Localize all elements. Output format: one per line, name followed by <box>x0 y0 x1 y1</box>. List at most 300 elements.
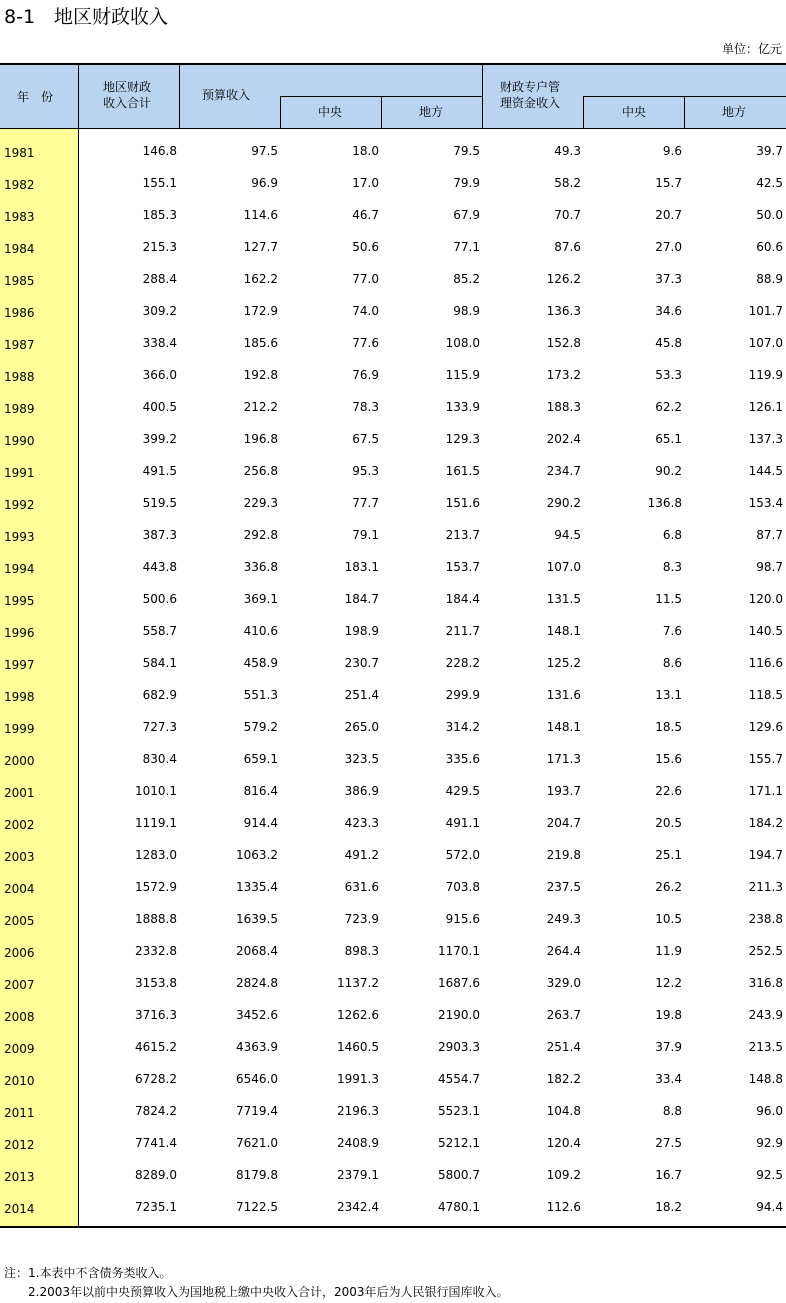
table-row <box>0 134 786 166</box>
year-cell: 1995 <box>4 594 35 608</box>
table-row <box>0 198 786 230</box>
budget-cell: 7122.5 <box>236 1200 278 1214</box>
special-cell: 202.4 <box>546 432 581 446</box>
total-cell: 2332.8 <box>135 944 177 958</box>
budget-central-cell: 79.1 <box>352 528 379 542</box>
total-cell: 185.3 <box>142 208 177 222</box>
special-central-cell: 18.2 <box>655 1200 682 1214</box>
special-cell: 70.7 <box>554 208 581 222</box>
total-cell: 830.4 <box>142 752 177 766</box>
budget-central-cell: 77.0 <box>352 272 379 286</box>
budget-cell: 1639.5 <box>236 912 278 926</box>
special-cell: 329.0 <box>546 976 581 990</box>
special-local-cell: 101.7 <box>748 304 783 318</box>
special-central-cell: 8.8 <box>662 1104 682 1118</box>
table-row <box>0 262 786 294</box>
budget-central-cell: 2408.9 <box>337 1136 379 1150</box>
special-local-cell: 148.8 <box>748 1072 783 1086</box>
special-central-cell: 20.5 <box>655 816 682 830</box>
budget-cell: 659.1 <box>243 752 278 766</box>
budget-local-cell: 915.6 <box>445 912 480 926</box>
budget-local-cell: 491.1 <box>445 816 480 830</box>
budget-cell: 4363.9 <box>236 1040 278 1054</box>
special-central-cell: 18.5 <box>655 720 682 734</box>
budget-cell: 162.2 <box>243 272 278 286</box>
budget-cell: 551.3 <box>243 688 278 702</box>
table-row <box>0 518 786 550</box>
total-cell: 1119.1 <box>135 816 177 830</box>
notes <box>4 1264 509 1302</box>
budget-cell: 114.6 <box>243 208 278 222</box>
year-cell: 1997 <box>4 658 35 672</box>
year-cell: 1987 <box>4 338 35 352</box>
page-title: 8-1 地区财政收入 <box>4 6 169 28</box>
total-cell: 1888.8 <box>135 912 177 926</box>
special-local-cell: 96.0 <box>756 1104 783 1118</box>
total-cell: 7235.1 <box>135 1200 177 1214</box>
table-body <box>0 134 786 1222</box>
budget-central-cell: 898.3 <box>344 944 379 958</box>
special-cell: 171.3 <box>546 752 581 766</box>
special-central-cell: 15.6 <box>655 752 682 766</box>
budget-local-cell: 335.6 <box>445 752 480 766</box>
budget-central-cell: 1991.3 <box>337 1072 379 1086</box>
budget-cell: 212.2 <box>243 400 278 414</box>
budget-local-cell: 77.1 <box>453 240 480 254</box>
total-cell: 519.5 <box>142 496 177 510</box>
note-line: 2.2003年以前中央预算收入为国地税上缴中央收入合计，2003年后为人民银行国库收入。 <box>4 1285 509 1299</box>
budget-local-cell: 115.9 <box>445 368 480 382</box>
header-bottom-rule <box>0 128 786 129</box>
special-local-cell: 119.9 <box>748 368 783 382</box>
special-local-cell: 316.8 <box>748 976 783 990</box>
special-local-cell: 42.5 <box>756 176 783 190</box>
budget-cell: 2068.4 <box>236 944 278 958</box>
budget-local-cell: 2903.3 <box>438 1040 480 1054</box>
table-row <box>0 294 786 326</box>
special-cell: 182.2 <box>546 1072 581 1086</box>
budget-cell: 914.4 <box>243 816 278 830</box>
special-central-cell: 8.6 <box>662 656 682 670</box>
table-row <box>0 678 786 710</box>
special-local-cell: 120.0 <box>748 592 783 606</box>
budget-local-cell: 2190.0 <box>438 1008 480 1022</box>
total-cell: 3716.3 <box>135 1008 177 1022</box>
special-central-cell: 37.9 <box>655 1040 682 1054</box>
budget-central-cell: 2379.1 <box>337 1168 379 1182</box>
year-cell: 1983 <box>4 210 35 224</box>
budget-central-cell: 2196.3 <box>337 1104 379 1118</box>
budget-cell: 7719.4 <box>236 1104 278 1118</box>
special-cell: 173.2 <box>546 368 581 382</box>
special-local-cell: 137.3 <box>748 432 783 446</box>
budget-central-cell: 1262.6 <box>337 1008 379 1022</box>
budget-central-cell: 77.7 <box>352 496 379 510</box>
total-cell: 1010.1 <box>135 784 177 798</box>
total-cell: 727.3 <box>142 720 177 734</box>
header-divider <box>583 96 584 129</box>
budget-cell: 97.5 <box>251 144 278 158</box>
budget-local-cell: 133.9 <box>445 400 480 414</box>
special-local-cell: 92.9 <box>756 1136 783 1150</box>
special-local-cell: 126.1 <box>748 400 783 414</box>
budget-local-cell: 314.2 <box>445 720 480 734</box>
year-cell: 2000 <box>4 754 35 768</box>
year-cell: 2010 <box>4 1074 35 1088</box>
budget-cell: 336.8 <box>243 560 278 574</box>
budget-central-cell: 95.3 <box>352 464 379 478</box>
special-cell: 109.2 <box>546 1168 581 1182</box>
special-cell: 249.3 <box>546 912 581 926</box>
header-divider <box>280 96 281 129</box>
special-local-cell: 39.7 <box>756 144 783 158</box>
table-row <box>0 486 786 518</box>
special-local-cell: 194.7 <box>748 848 783 862</box>
budget-cell: 127.7 <box>243 240 278 254</box>
year-cell: 2012 <box>4 1138 35 1152</box>
table-row <box>0 1190 786 1222</box>
year-cell: 1996 <box>4 626 35 640</box>
special-local-cell: 171.1 <box>748 784 783 798</box>
budget-local-cell: 429.5 <box>445 784 480 798</box>
special-local-cell: 211.3 <box>748 880 783 894</box>
year-cell: 1999 <box>4 722 35 736</box>
year-cell: 1993 <box>4 530 35 544</box>
table-row <box>0 390 786 422</box>
special-cell: 126.2 <box>546 272 581 286</box>
year-cell: 2001 <box>4 786 35 800</box>
header-special-central: 中央 <box>622 105 647 119</box>
year-cell: 1986 <box>4 306 35 320</box>
special-local-cell: 129.6 <box>748 720 783 734</box>
budget-central-cell: 491.2 <box>344 848 379 862</box>
special-local-cell: 92.5 <box>756 1168 783 1182</box>
special-cell: 148.1 <box>546 624 581 638</box>
budget-central-cell: 723.9 <box>344 912 379 926</box>
table-row <box>0 454 786 486</box>
budget-local-cell: 108.0 <box>445 336 480 350</box>
budget-local-cell: 703.8 <box>445 880 480 894</box>
header-year: 年 份 <box>17 90 54 104</box>
special-cell: 188.3 <box>546 400 581 414</box>
special-central-cell: 25.1 <box>655 848 682 862</box>
table-row <box>0 1126 786 1158</box>
special-central-cell: 11.5 <box>655 592 682 606</box>
header-special-line1: 财政专户管 <box>500 80 561 94</box>
year-cell: 1982 <box>4 178 35 192</box>
header-budget-local: 地方 <box>419 105 444 119</box>
special-central-cell: 27.5 <box>655 1136 682 1150</box>
special-local-cell: 252.5 <box>748 944 783 958</box>
table-row <box>0 902 786 934</box>
budget-central-cell: 76.9 <box>352 368 379 382</box>
budget-central-cell: 2342.4 <box>337 1200 379 1214</box>
budget-cell: 6546.0 <box>236 1072 278 1086</box>
special-central-cell: 62.2 <box>655 400 682 414</box>
budget-cell: 3452.6 <box>236 1008 278 1022</box>
header-budget-central: 中央 <box>318 105 343 119</box>
table-row <box>0 614 786 646</box>
table-row <box>0 550 786 582</box>
unit-label: 单位：亿元 <box>721 42 782 56</box>
total-cell: 1572.9 <box>135 880 177 894</box>
budget-cell: 8179.8 <box>236 1168 278 1182</box>
budget-cell: 96.9 <box>251 176 278 190</box>
total-cell: 443.8 <box>142 560 177 574</box>
special-central-cell: 19.8 <box>655 1008 682 1022</box>
table-row <box>0 710 786 742</box>
special-central-cell: 34.6 <box>655 304 682 318</box>
budget-cell: 185.6 <box>243 336 278 350</box>
special-local-cell: 60.6 <box>756 240 783 254</box>
special-local-cell: 116.6 <box>748 656 783 670</box>
budget-cell: 410.6 <box>243 624 278 638</box>
special-cell: 219.8 <box>546 848 581 862</box>
budget-local-cell: 572.0 <box>445 848 480 862</box>
year-cell: 2011 <box>4 1106 35 1120</box>
year-cell: 2005 <box>4 914 35 928</box>
table-row <box>0 806 786 838</box>
budget-central-cell: 323.5 <box>344 752 379 766</box>
special-cell: 237.5 <box>546 880 581 894</box>
budget-central-cell: 251.4 <box>344 688 379 702</box>
special-cell: 49.3 <box>554 144 581 158</box>
year-cell: 2002 <box>4 818 35 832</box>
special-central-cell: 7.6 <box>662 624 682 638</box>
budget-local-cell: 79.5 <box>453 144 480 158</box>
total-cell: 288.4 <box>142 272 177 286</box>
special-cell: 58.2 <box>554 176 581 190</box>
budget-central-cell: 50.6 <box>352 240 379 254</box>
budget-local-cell: 228.2 <box>445 656 480 670</box>
special-central-cell: 37.3 <box>655 272 682 286</box>
budget-local-cell: 1687.6 <box>438 976 480 990</box>
total-cell: 309.2 <box>142 304 177 318</box>
budget-cell: 7621.0 <box>236 1136 278 1150</box>
header-divider <box>482 64 483 129</box>
total-cell: 500.6 <box>142 592 177 606</box>
table-row <box>0 166 786 198</box>
budget-central-cell: 67.5 <box>352 432 379 446</box>
header-total-line1: 地区财政 <box>103 80 152 94</box>
special-local-cell: 94.4 <box>756 1200 783 1214</box>
special-cell: 136.3 <box>546 304 581 318</box>
budget-cell: 2824.8 <box>236 976 278 990</box>
total-cell: 399.2 <box>142 432 177 446</box>
special-cell: 104.8 <box>546 1104 581 1118</box>
budget-local-cell: 153.7 <box>445 560 480 574</box>
special-local-cell: 153.4 <box>748 496 783 510</box>
budget-central-cell: 17.0 <box>352 176 379 190</box>
special-cell: 193.7 <box>546 784 581 798</box>
budget-cell: 172.9 <box>243 304 278 318</box>
budget-cell: 369.1 <box>243 592 278 606</box>
budget-local-cell: 184.4 <box>445 592 480 606</box>
special-local-cell: 118.5 <box>748 688 783 702</box>
budget-central-cell: 77.6 <box>352 336 379 350</box>
budget-local-cell: 161.5 <box>445 464 480 478</box>
special-local-cell: 144.5 <box>748 464 783 478</box>
special-local-cell: 87.7 <box>756 528 783 542</box>
budget-central-cell: 74.0 <box>352 304 379 318</box>
special-central-cell: 13.1 <box>655 688 682 702</box>
budget-cell: 458.9 <box>243 656 278 670</box>
header-special-local: 地方 <box>722 105 747 119</box>
year-cell: 1991 <box>4 466 35 480</box>
budget-local-cell: 129.3 <box>445 432 480 446</box>
budget-local-cell: 299.9 <box>445 688 480 702</box>
header-total-line2: 收入合计 <box>103 96 152 110</box>
special-central-cell: 10.5 <box>655 912 682 926</box>
budget-central-cell: 18.0 <box>352 144 379 158</box>
budget-central-cell: 1460.5 <box>337 1040 379 1054</box>
table-row <box>0 1030 786 1062</box>
total-cell: 155.1 <box>142 176 177 190</box>
total-cell: 4615.2 <box>135 1040 177 1054</box>
total-cell: 387.3 <box>142 528 177 542</box>
special-cell: 112.6 <box>546 1200 581 1214</box>
budget-local-cell: 79.9 <box>453 176 480 190</box>
table-row <box>0 326 786 358</box>
special-cell: 87.6 <box>554 240 581 254</box>
special-cell: 251.4 <box>546 1040 581 1054</box>
budget-local-cell: 213.7 <box>445 528 480 542</box>
special-central-cell: 65.1 <box>655 432 682 446</box>
header-budget: 预算收入 <box>202 88 251 102</box>
special-cell: 148.1 <box>546 720 581 734</box>
special-central-cell: 26.2 <box>655 880 682 894</box>
budget-local-cell: 5523.1 <box>438 1104 480 1118</box>
table-row <box>0 1062 786 1094</box>
year-cell: 1992 <box>4 498 35 512</box>
budget-local-cell: 4780.1 <box>438 1200 480 1214</box>
table-row <box>0 1158 786 1190</box>
budget-local-cell: 98.9 <box>453 304 480 318</box>
table-row <box>0 998 786 1030</box>
year-cell: 2004 <box>4 882 35 896</box>
budget-cell: 196.8 <box>243 432 278 446</box>
special-cell: 131.5 <box>546 592 581 606</box>
special-central-cell: 9.6 <box>662 144 682 158</box>
budget-cell: 192.8 <box>243 368 278 382</box>
budget-local-cell: 5212.1 <box>438 1136 480 1150</box>
header-divider <box>381 96 382 129</box>
special-cell: 131.6 <box>546 688 581 702</box>
special-central-cell: 8.3 <box>662 560 682 574</box>
special-central-cell: 27.0 <box>655 240 682 254</box>
total-cell: 1283.0 <box>135 848 177 862</box>
header-divider <box>684 96 685 129</box>
budget-central-cell: 423.3 <box>344 816 379 830</box>
table-row <box>0 870 786 902</box>
special-local-cell: 98.7 <box>756 560 783 574</box>
budget-local-cell: 211.7 <box>445 624 480 638</box>
year-cell: 1985 <box>4 274 35 288</box>
budget-central-cell: 198.9 <box>344 624 379 638</box>
budget-central-cell: 46.7 <box>352 208 379 222</box>
total-cell: 682.9 <box>142 688 177 702</box>
special-cell: 204.7 <box>546 816 581 830</box>
year-cell: 2006 <box>4 946 35 960</box>
table-row <box>0 774 786 806</box>
table-row <box>0 838 786 870</box>
special-central-cell: 16.7 <box>655 1168 682 1182</box>
total-cell: 146.8 <box>142 144 177 158</box>
special-local-cell: 107.0 <box>748 336 783 350</box>
budget-local-cell: 5800.7 <box>438 1168 480 1182</box>
special-central-cell: 136.8 <box>647 496 682 510</box>
table-row <box>0 358 786 390</box>
table-row <box>0 646 786 678</box>
budget-central-cell: 631.6 <box>344 880 379 894</box>
special-central-cell: 90.2 <box>655 464 682 478</box>
budget-local-cell: 85.2 <box>453 272 480 286</box>
total-cell: 558.7 <box>142 624 177 638</box>
budget-central-cell: 386.9 <box>344 784 379 798</box>
year-cell: 1990 <box>4 434 35 448</box>
budget-cell: 229.3 <box>243 496 278 510</box>
table-bottom-rule <box>0 1226 786 1228</box>
table-row <box>0 422 786 454</box>
year-cell: 2003 <box>4 850 35 864</box>
header-divider <box>179 64 180 129</box>
year-cell: 1994 <box>4 562 35 576</box>
total-cell: 215.3 <box>142 240 177 254</box>
year-cell: 1989 <box>4 402 35 416</box>
special-central-cell: 53.3 <box>655 368 682 382</box>
special-central-cell: 12.2 <box>655 976 682 990</box>
table-row <box>0 934 786 966</box>
table-row <box>0 230 786 262</box>
year-cell: 1984 <box>4 242 35 256</box>
year-cell: 1998 <box>4 690 35 704</box>
special-cell: 152.8 <box>546 336 581 350</box>
table-row <box>0 742 786 774</box>
special-cell: 290.2 <box>546 496 581 510</box>
special-central-cell: 45.8 <box>655 336 682 350</box>
total-cell: 7824.2 <box>135 1104 177 1118</box>
budget-cell: 256.8 <box>243 464 278 478</box>
year-cell: 1981 <box>4 146 35 160</box>
total-cell: 6728.2 <box>135 1072 177 1086</box>
special-cell: 94.5 <box>554 528 581 542</box>
special-local-cell: 88.9 <box>756 272 783 286</box>
special-central-cell: 11.9 <box>655 944 682 958</box>
year-cell: 2013 <box>4 1170 35 1184</box>
budget-local-cell: 151.6 <box>445 496 480 510</box>
budget-central-cell: 78.3 <box>352 400 379 414</box>
budget-central-cell: 184.7 <box>344 592 379 606</box>
total-cell: 3153.8 <box>135 976 177 990</box>
budget-cell: 1063.2 <box>236 848 278 862</box>
special-local-cell: 155.7 <box>748 752 783 766</box>
special-local-cell: 140.5 <box>748 624 783 638</box>
budget-central-cell: 183.1 <box>344 560 379 574</box>
special-cell: 234.7 <box>546 464 581 478</box>
total-cell: 338.4 <box>142 336 177 350</box>
table-row <box>0 966 786 998</box>
budget-cell: 579.2 <box>243 720 278 734</box>
year-cell: 2009 <box>4 1042 35 1056</box>
special-cell: 107.0 <box>546 560 581 574</box>
special-central-cell: 33.4 <box>655 1072 682 1086</box>
budget-local-cell: 67.9 <box>453 208 480 222</box>
special-cell: 263.7 <box>546 1008 581 1022</box>
budget-central-cell: 265.0 <box>344 720 379 734</box>
special-central-cell: 20.7 <box>655 208 682 222</box>
special-local-cell: 243.9 <box>748 1008 783 1022</box>
special-local-cell: 184.2 <box>748 816 783 830</box>
